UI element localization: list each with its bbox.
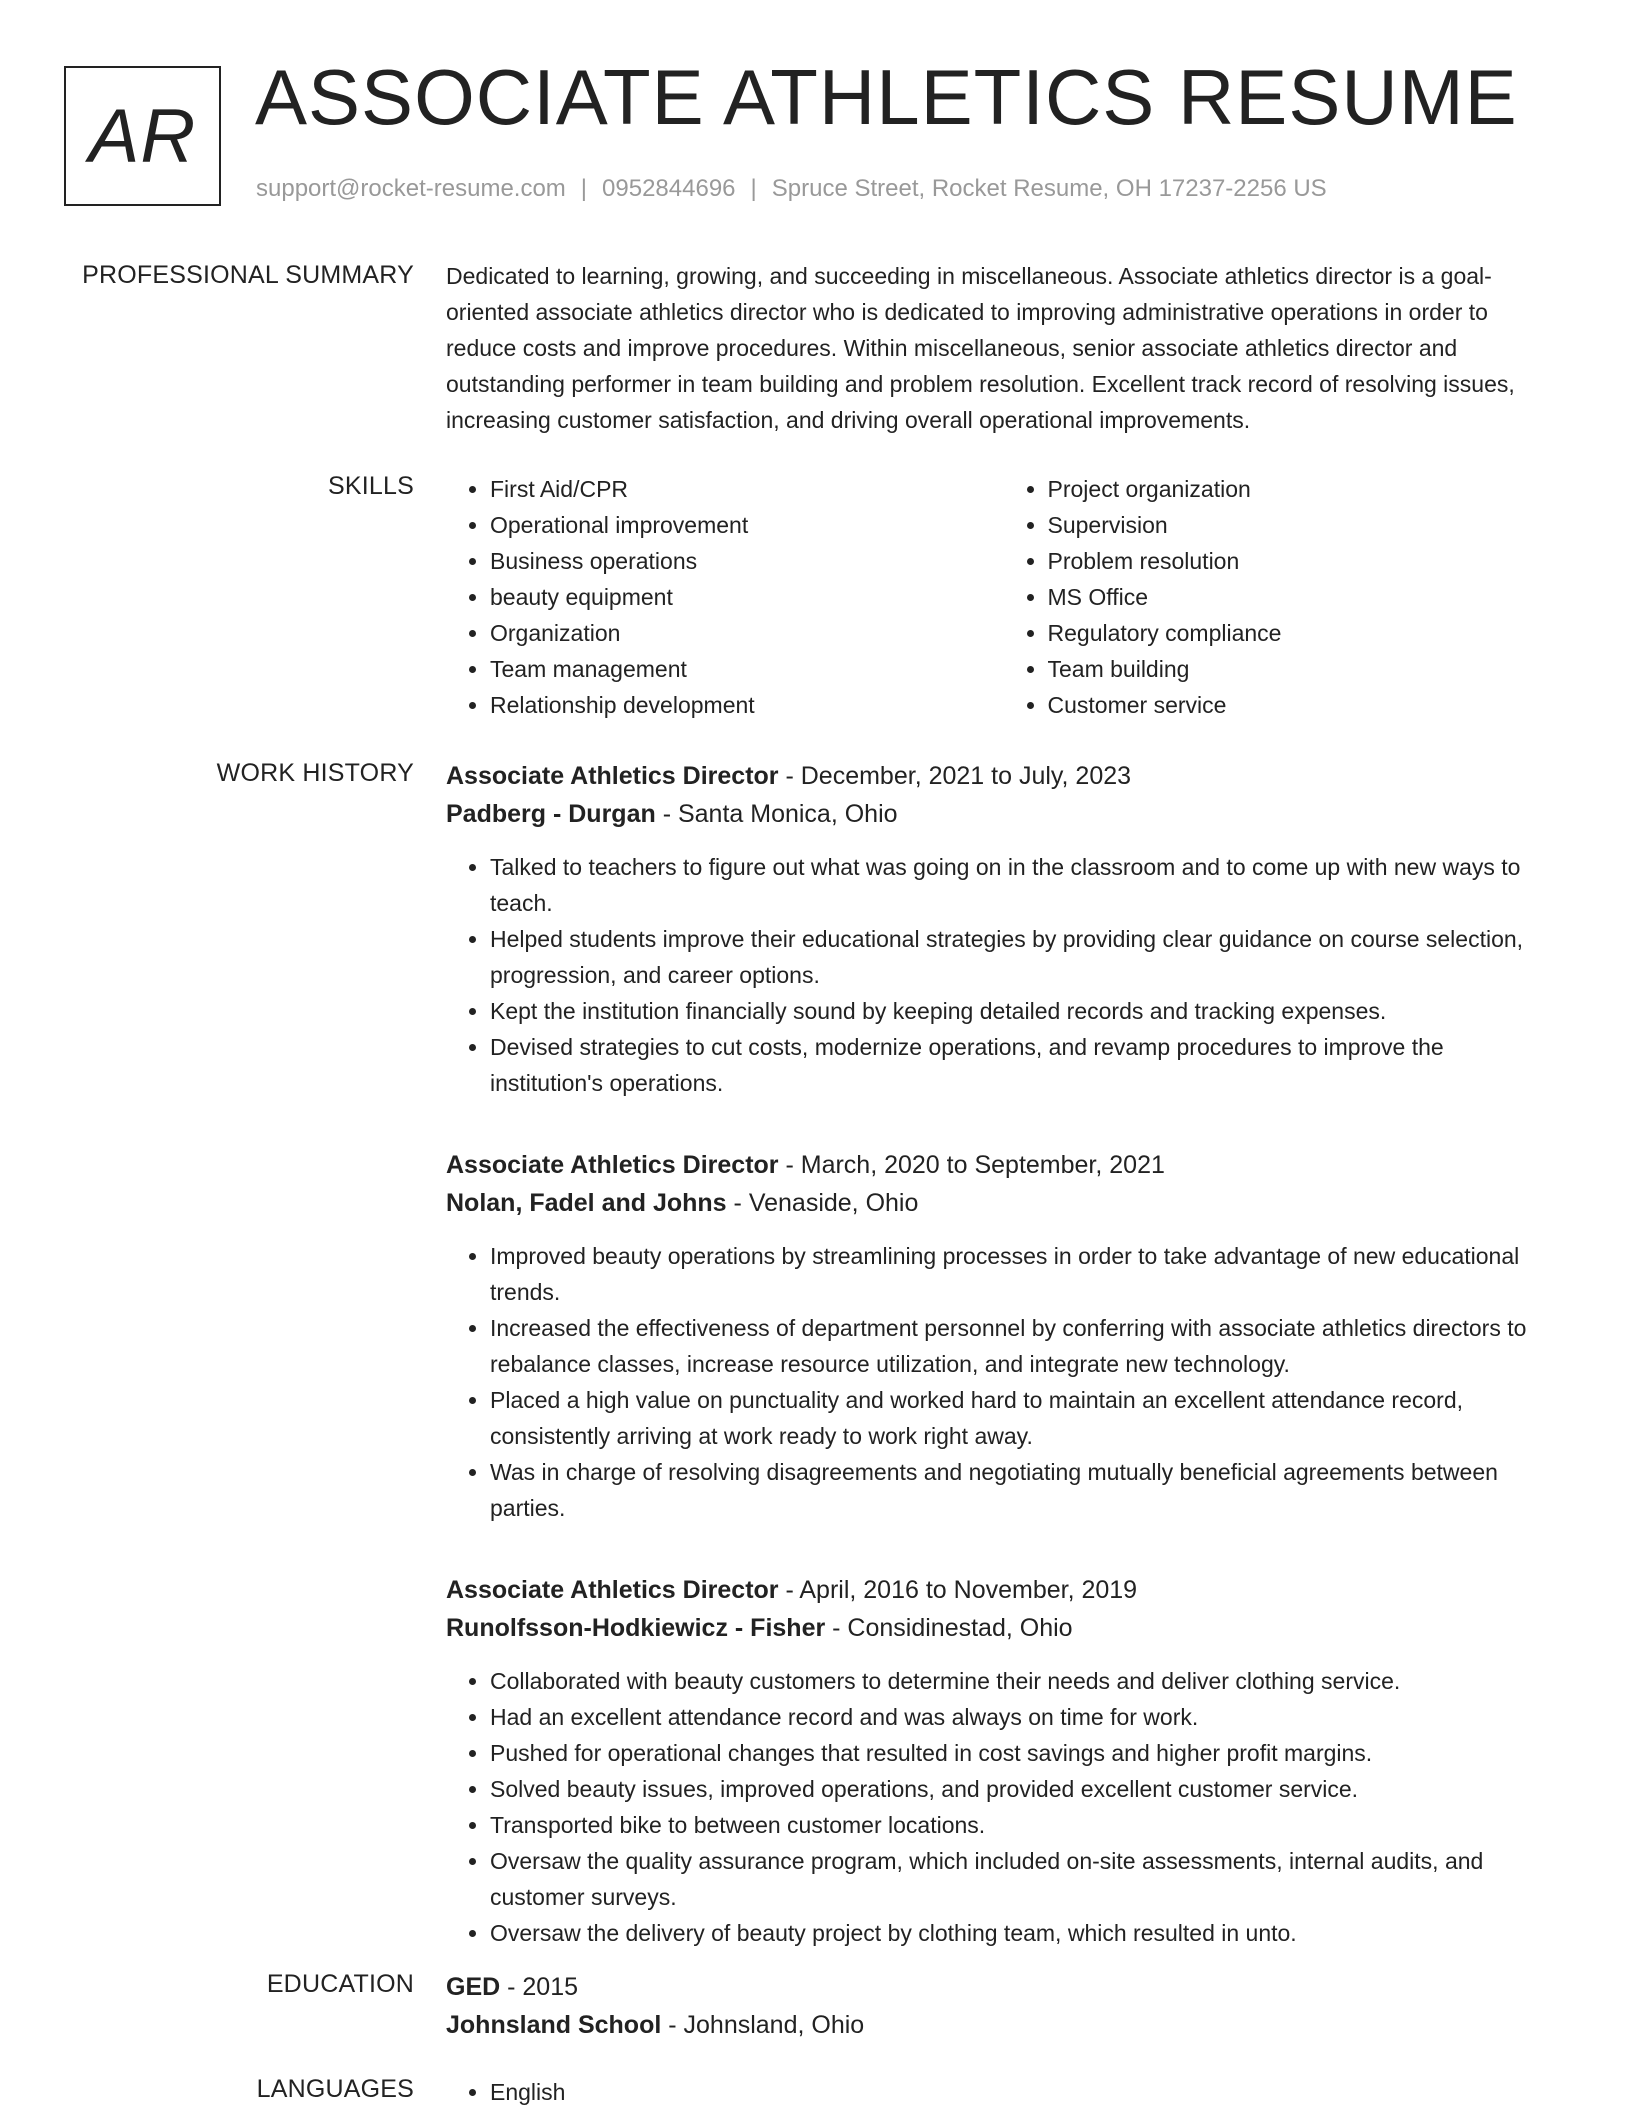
skill-item: • Regulatory compliance (1048, 615, 1562, 651)
job-title-line (446, 757, 1561, 795)
job-bullet: • Solved beauty issues, improved operations, and provided excellent customer service. (490, 1771, 1561, 1807)
job-bullet: • Increased the effectiveness of department personnel by conferring with associate athletics directors to rebalance classes, increase resource utilization, and integrate new technology. (490, 1310, 1561, 1382)
job-bullet: • Improved beauty operations by streamlining processes in order to take advantage of new educational trends. (490, 1238, 1561, 1310)
job-title-line (446, 1146, 1561, 1184)
education-label: EDUCATION (266, 1970, 414, 1998)
languages-body (446, 2074, 1561, 2110)
contact-phone: 0952844696 (602, 175, 736, 202)
skill-item: • Organization (490, 615, 1004, 651)
work-history-body (446, 757, 1561, 1951)
job-title: Associate Athletics Director (446, 762, 779, 790)
skills-body (446, 471, 1561, 723)
job-dash: - (726, 1189, 749, 1217)
job-entry (446, 757, 1561, 1101)
skills-label: SKILLS (328, 472, 414, 500)
skill-item: • Team building (1048, 651, 1562, 687)
job-bullet: • Helped students improve their educational strategies by providing clear guidance on course selection, progression, and career options. (490, 921, 1561, 993)
skill-item: • Supervision (1048, 507, 1562, 543)
education-year: 2015 (522, 1973, 579, 2001)
job-title: Associate Athletics Director (446, 1576, 779, 1604)
education-school: Johnsland School (446, 2011, 662, 2039)
job-bullets (446, 1663, 1561, 1951)
education-dash: - (661, 2011, 684, 2039)
summary-text: Dedicated to learning, growing, and succeeding in miscellaneous. Associate athletics director is a goal-oriented associate athletics director who is dedicated to improving administrative operations in order to reduce costs and improve procedures. Within miscellaneous, senior associate athletics director and outstanding performer in team building and problem resolution. Excellent track record of resolving issues, increasing customer satisfaction, and driving overall operational improvements. (446, 263, 1515, 433)
job-dash: - (825, 1614, 848, 1642)
skill-item: • Relationship development (490, 687, 1004, 723)
job-title: Associate Athletics Director (446, 1151, 779, 1179)
languages-list (446, 2074, 1561, 2110)
monogram-badge: AR (64, 66, 221, 206)
skill-item: • MS Office (1048, 579, 1562, 615)
job-dash: - (655, 800, 678, 828)
summary-body (446, 258, 1561, 438)
job-bullets (446, 849, 1561, 1101)
contact-email: support@rocket-resume.com (256, 175, 566, 202)
job-bullet: • Transported bike to between customer locations. (490, 1807, 1561, 1843)
job-dates: December, 2021 to July, 2023 (800, 762, 1132, 790)
job-bullet: • Oversaw the quality assurance program, which included on-site assessments, internal audits, and customer surveys. (490, 1843, 1561, 1915)
skills-list-left (446, 471, 1004, 723)
job-dates: April, 2016 to November, 2019 (799, 1576, 1138, 1604)
education-school-line (446, 2006, 1561, 2044)
skill-item: • First Aid/CPR (490, 471, 1004, 507)
job-dates: March, 2020 to September, 2021 (800, 1151, 1165, 1179)
job-bullet: • Kept the institution financially sound by keeping detailed records and tracking expenses. (490, 993, 1561, 1029)
contact-line (256, 175, 1327, 203)
skill-item: • Business operations (490, 543, 1004, 579)
education-dash: - (500, 1973, 523, 2001)
job-location: Venaside, Ohio (748, 1189, 919, 1217)
job-bullet: • Talked to teachers to figure out what was going on in the classroom and to come up with new ways to teach. (490, 849, 1561, 921)
contact-address: Spruce Street, Rocket Resume, OH 17237-2256 US (771, 175, 1327, 202)
job-title-line (446, 1571, 1561, 1609)
skills-list-right (1004, 471, 1562, 723)
job-dash: - (778, 762, 801, 790)
contact-separator: | (580, 175, 588, 202)
education-degree-line (446, 1968, 1561, 2006)
job-entry (446, 1571, 1561, 1951)
education-degree: GED (446, 1973, 501, 2001)
work-history-label: WORK HISTORY (216, 759, 414, 787)
summary-label: PROFESSIONAL SUMMARY (82, 261, 414, 289)
skills-columns (446, 471, 1561, 723)
skill-item: • Problem resolution (1048, 543, 1562, 579)
job-bullets (446, 1238, 1561, 1526)
education-location: Johnsland, Ohio (683, 2011, 865, 2039)
job-bullet: • Placed a high value on punctuality and worked hard to maintain an excellent attendance record, consistently arriving at work ready to work right away. (490, 1382, 1561, 1454)
job-bullet: • Collaborated with beauty customers to determine their needs and deliver clothing service. (490, 1663, 1561, 1699)
job-dash: - (778, 1576, 800, 1604)
education-body (446, 1968, 1561, 2044)
job-bullet: • Devised strategies to cut costs, modernize operations, and revamp procedures to improve the institution's operations. (490, 1029, 1561, 1101)
job-company-line (446, 1609, 1561, 1647)
job-bullet: • Pushed for operational changes that resulted in cost savings and higher profit margins. (490, 1735, 1561, 1771)
languages-label: LANGUAGES (256, 2075, 414, 2103)
contact-separator: | (750, 175, 757, 202)
job-bullet: • Oversaw the delivery of beauty project by clothing team, which resulted in unto. (490, 1915, 1561, 1951)
job-company-line (446, 1184, 1561, 1222)
skill-item: • Team management (490, 651, 1004, 687)
job-company-line (446, 795, 1561, 833)
skill-item: • Operational improvement (490, 507, 1004, 543)
resume-title: ASSOCIATE ATHLETICS RESUME (255, 53, 1518, 141)
job-company: Runolfsson-Hodkiewicz - Fisher (446, 1614, 826, 1642)
job-location: Considinestad, Ohio (847, 1614, 1073, 1642)
language-item: • English (490, 2074, 1561, 2110)
skill-item: • beauty equipment (490, 579, 1004, 615)
skill-item: • Project organization (1048, 471, 1562, 507)
job-company: Nolan, Fadel and Johns (446, 1189, 727, 1217)
job-company: Padberg - Durgan (446, 800, 656, 828)
job-entry (446, 1146, 1561, 1526)
skill-item: • Customer service (1048, 687, 1562, 723)
job-location: Santa Monica, Ohio (677, 800, 898, 828)
job-dash: - (778, 1151, 801, 1179)
job-bullet: • Was in charge of resolving disagreements and negotiating mutually beneficial agreements between parties. (490, 1454, 1561, 1526)
job-bullet: • Had an excellent attendance record and was always on time for work. (490, 1699, 1561, 1735)
